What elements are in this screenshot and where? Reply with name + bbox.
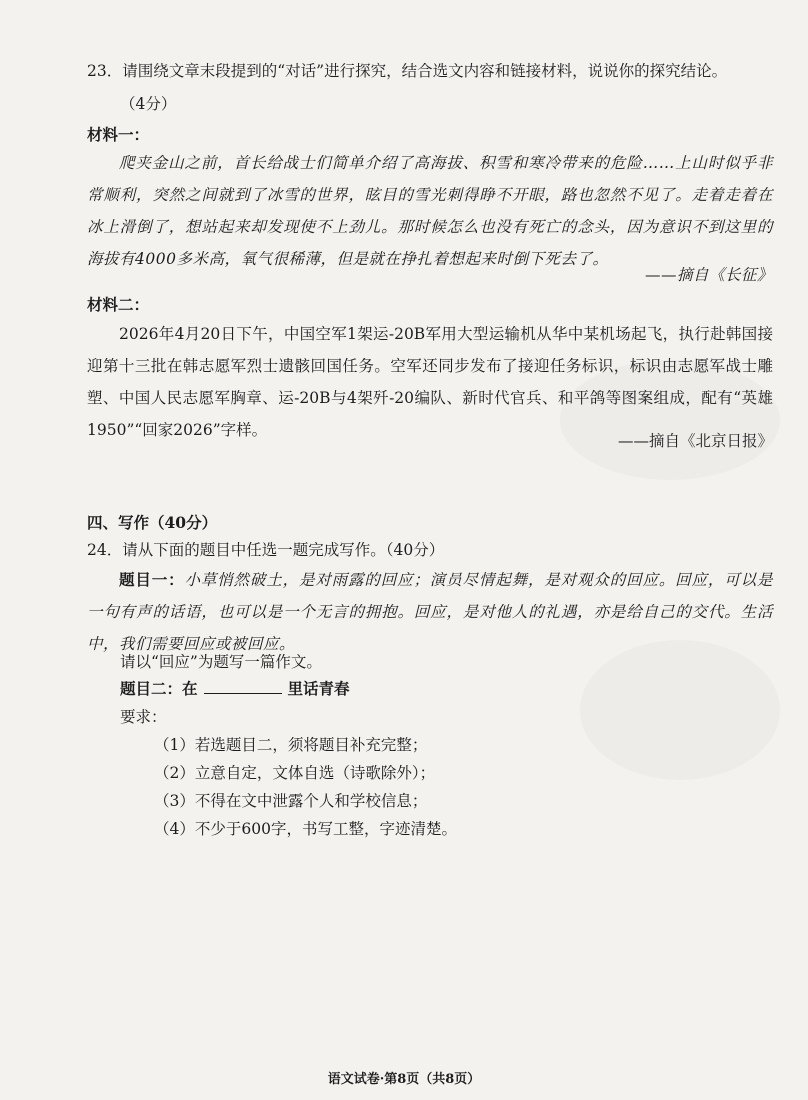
- material-1-label: 材料一：: [87, 125, 150, 144]
- topic-1-body: 小草悄然破土，是对雨露的回应；演员尽情起舞，是对观众的回应。回应，可以是一句有声的话语，也可以是一个无言的拥抱。回应，是对他人的礼遇，亦是给自己的交代。生活中，我们需要回应或被回应。: [87, 571, 773, 653]
- topic-1-instruction: 请以“回应”为题写一篇作文。: [120, 653, 322, 671]
- requirements-label: 要求：: [120, 708, 167, 726]
- requirement-item: （3）不得在文中泄露个人和学校信息；: [154, 792, 428, 810]
- paper-shadow: [580, 640, 780, 780]
- requirement-item: （4）不少于600字，书写工整，字迹清楚。: [154, 820, 457, 838]
- material-2-label: 材料二：: [87, 295, 150, 314]
- material-2-source: ——摘自《北京日报》: [617, 432, 773, 450]
- question-23-text: 23．请围绕文章末段提到的“对话”进行探究，结合选文内容和链接材料，说说你的探究结论。: [87, 62, 728, 80]
- question-23-score: （4分）: [120, 95, 177, 113]
- topic-2-blank: [204, 679, 282, 694]
- question-24-text: 24．请从下面的题目中任选一题完成写作。（40分）: [87, 541, 445, 559]
- topic-2: [120, 678, 350, 700]
- requirement-item: （2）立意自定，文体自选（诗歌除外）；: [154, 764, 436, 782]
- requirement-item: （1）若选题目二，须将题目补充完整；: [154, 736, 428, 754]
- material-2-body: 2026年4月20日下午，中国空军1架运-20B军用大型运输机从华中某机场起飞，执行赴韩国接迎第十三批在韩志愿军烈士遗骸回国任务。空军还同步发布了接迎任务标识，标识由志愿军战士雕塑、中国人民志愿军胸章、运-20B与4架歼-20编队、新时代官兵、和平鸽等图案组成，配有“英雄1950”“回家2026”字样。: [87, 325, 773, 439]
- material-1-body: 爬夹金山之前，首长给战士们简单介绍了高海拔、积雪和寒冷带来的危险……上山时似乎非常顺利，突然之间就到了冰雪的世界，眩目的雪光刺得睁不开眼，路也忽然不见了。走着走着在冰上滑倒了，想站起来却发现使不上劲儿。那时候怎么也没有死亡的念头，因为意识不到这里的海拔有4000多米高，氧气很稀薄，但是就在挣扎着想起来时倒下死去了。: [87, 154, 773, 268]
- material-1-source: ——摘自《长征》: [644, 266, 773, 284]
- topic-1: [87, 564, 773, 660]
- section-4-title: 四、写作（40分）: [87, 513, 218, 532]
- page-footer: 语文试卷·第8页（共8页）: [327, 1072, 481, 1087]
- topic-1-label: 题目一：: [119, 570, 185, 589]
- topic-2-label: 题目二：在: [120, 679, 198, 698]
- topic-2-suffix: 里话青春: [287, 679, 350, 698]
